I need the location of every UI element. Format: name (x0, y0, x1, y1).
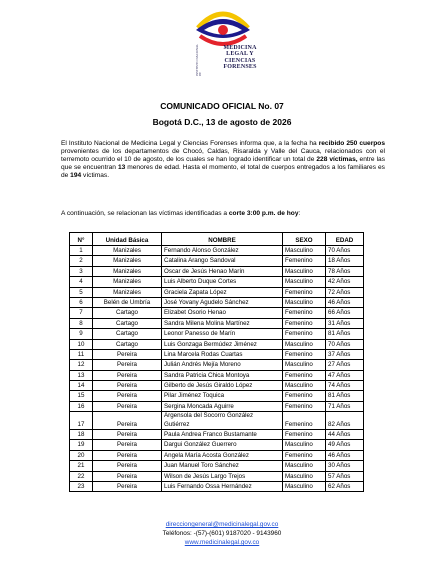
cell-name: Lina Marcela Rodas Cuartas (162, 349, 283, 359)
intro-bold-delivered: 194 (70, 172, 82, 180)
cell-unit: Cartago (93, 308, 162, 318)
table-row (70, 277, 364, 287)
cell-unit: Pereira (93, 440, 162, 450)
cell-name: José Yovany Agudelo Sánchez (162, 297, 283, 307)
cell-name: Angela María Acosta González (162, 450, 283, 460)
cell-sex: Masculino (283, 482, 326, 492)
cell-age: 49 Años (326, 440, 364, 450)
table-row (70, 471, 364, 481)
cell-age: 71 Años (326, 401, 364, 411)
intro-text-5: víctimas. (81, 172, 110, 180)
cell-age: 81 Años (326, 329, 364, 339)
intro-text-4: menores de edad. Hasta el momento, el total de cuerpos entregados a los familiares es de (61, 164, 385, 180)
cell-number: 2 (70, 256, 93, 266)
cell-name: Luis Fernando Ossa Hernández (162, 482, 283, 492)
table-row (70, 297, 364, 307)
table-row (70, 360, 364, 370)
cell-unit: Manizales (93, 266, 162, 276)
cell-age: 46 Años (326, 297, 364, 307)
cell-number: 11 (70, 349, 93, 359)
table-row (70, 391, 364, 401)
cell-number: 18 (70, 430, 93, 440)
cell-age: 37 Años (326, 349, 364, 359)
table-row (70, 308, 364, 318)
cell-name: Pilar Jiménez Toquica (162, 391, 283, 401)
list-intro-paragraph (61, 210, 391, 217)
cell-name: Graciela Zapata López (162, 287, 283, 297)
cell-number: 1 (70, 246, 93, 256)
cell-sex: Masculino (283, 360, 326, 370)
cell-name: Sergina Moncada Aguirre (162, 401, 283, 411)
table-row (70, 401, 364, 411)
cell-sex: Masculino (283, 277, 326, 287)
cell-age: 42 Años (326, 277, 364, 287)
logo-line-1: MEDICINA (223, 45, 257, 51)
cell-unit: Cartago (93, 318, 162, 328)
cell-sex: Masculino (283, 266, 326, 276)
cell-unit: Manizales (93, 256, 162, 266)
cell-unit: Manizales (93, 277, 162, 287)
cell-number: 13 (70, 370, 93, 380)
header-sex: SEXO (283, 233, 326, 246)
table-header-row (70, 233, 364, 246)
table-row (70, 318, 364, 328)
cell-number: 21 (70, 461, 93, 471)
cell-number: 23 (70, 482, 93, 492)
cell-age: 44 Años (326, 430, 364, 440)
cell-name: Gilberto de Jesús Giraldo López (162, 381, 283, 391)
table-row (70, 461, 364, 471)
table-row (70, 482, 364, 492)
intro-bold-received: recibido 250 cuerpos (318, 140, 385, 147)
cell-number: 12 (70, 360, 93, 370)
cell-unit: Cartago (93, 329, 162, 339)
cell-name: Sandra Patricia Chica Montoya (162, 370, 283, 380)
footer-email-link[interactable]: direcciongeneral@medicinalegal.gov.co (165, 521, 279, 528)
table-row (70, 370, 364, 380)
cell-name: Sandra Milena Molina Martínez (162, 318, 283, 328)
cell-name: Oscar de Jesús Henao Marín (162, 266, 283, 276)
cell-unit: Pereira (93, 370, 162, 380)
cell-unit: Pereira (93, 401, 162, 411)
cell-sex: Femenino (283, 370, 326, 380)
cell-number: 8 (70, 318, 93, 328)
cell-sex: Femenino (283, 329, 326, 339)
cell-age: 47 Años (326, 370, 364, 380)
table-row (70, 266, 364, 276)
cell-sex: Masculino (283, 297, 326, 307)
intro-text-2: provenientes de los departamentos de Chocó, Caldas, Risaralda y Valle del Cauca, relacionados con el terremoto ocurrido el 10 de agosto, de los cuales se han logrado identificar un total de (61, 148, 385, 164)
cell-sex: Femenino (283, 287, 326, 297)
cell-unit: Pereira (93, 349, 162, 359)
footer-website-link[interactable]: www.medicinalegal.gov.co (184, 539, 260, 546)
cell-sex: Masculino (283, 461, 326, 471)
header-name: NOMBRE (162, 233, 283, 246)
cell-sex: Femenino (283, 412, 326, 430)
cell-number: 7 (70, 308, 93, 318)
cell-age: 57 Años (326, 471, 364, 481)
cell-sex: Masculino (283, 440, 326, 450)
cell-sex: Masculino (283, 381, 326, 391)
cell-unit: Cartago (93, 339, 162, 349)
intro-paragraph (61, 140, 385, 180)
cell-name: Juan Manuel Toro Sánchez (162, 461, 283, 471)
table-row (70, 412, 364, 430)
cell-unit: Pereira (93, 430, 162, 440)
cell-sex: Femenino (283, 256, 326, 266)
cell-age: 70 Años (326, 339, 364, 349)
cell-unit: Pereira (93, 461, 162, 471)
cell-number: 15 (70, 391, 93, 401)
cell-unit: Pereira (93, 381, 162, 391)
intro-bold-minors: 13 (117, 164, 126, 172)
cell-number: 22 (70, 471, 93, 481)
table-row (70, 430, 364, 440)
cell-sex: Masculino (283, 339, 326, 349)
logo-line-4: FORENSES (223, 64, 257, 71)
cell-age: 31 Años (326, 318, 364, 328)
cell-age: 62 Años (326, 482, 364, 492)
cell-unit: Pereira (93, 471, 162, 481)
table-row (70, 450, 364, 460)
logo-wordmark (210, 45, 270, 71)
cell-unit: Pereira (93, 482, 162, 492)
cell-sex: Masculino (283, 471, 326, 481)
cell-unit: Pereira (93, 391, 162, 401)
cell-name: Paula Andrea Franco Bustamante (162, 430, 283, 440)
cell-unit: Pereira (93, 450, 162, 460)
cell-sex: Femenino (283, 318, 326, 328)
cell-name: Dargui González Guerrero (162, 440, 283, 450)
cell-name: Fernando Alonso González (162, 246, 283, 256)
cell-age: 72 Años (326, 287, 364, 297)
cell-age: 74 Años (326, 381, 364, 391)
cell-name: Argensola del Socorro González Gutiérrez (162, 412, 283, 430)
cell-name: Luis Gonzaga Bermúdez Jiménez (162, 339, 283, 349)
cell-unit: Manizales (93, 246, 162, 256)
intro-text-1: El Instituto Nacional de Medicina Legal y Ciencias Forenses informa que, a la fecha ha (61, 140, 319, 147)
cell-unit: Manizales (93, 287, 162, 297)
table-row (70, 246, 364, 256)
cell-sex: Femenino (283, 430, 326, 440)
list-intro-text-2: : (298, 210, 301, 217)
document-title: COMUNICADO OFICIAL No. 07 (160, 101, 284, 111)
cell-name: Catalina Arango Sandoval (162, 256, 283, 266)
cell-name: Wilson de Jesús Largo Trejos (162, 471, 283, 481)
logo-line-2: LEGAL Y (226, 51, 254, 58)
table-row (70, 256, 364, 266)
logo-side-text: INSTITUTO NACIONAL DE (195, 44, 202, 76)
cell-age: 78 Años (326, 266, 364, 276)
list-intro-bold-cutoff: corte 3:00 p.m. de hoy (228, 210, 299, 217)
cell-sex: Femenino (283, 450, 326, 460)
table-row (70, 440, 364, 450)
cell-age: 30 Años (326, 461, 364, 471)
cell-number: 20 (70, 450, 93, 460)
document-dateline: Bogotá D.C., 13 de agosto de 2026 (152, 117, 292, 127)
cell-name: Elizabet Osorio Henao (162, 308, 283, 318)
table-row (70, 329, 364, 339)
cell-sex: Masculino (283, 246, 326, 256)
logo-line-3: CIENCIAS (224, 57, 256, 64)
cell-sex: Femenino (283, 401, 326, 411)
cell-unit: Belén de Umbría (93, 297, 162, 307)
cell-age: 82 Años (326, 412, 364, 430)
cell-number: 9 (70, 329, 93, 339)
logo-pupil (218, 25, 228, 35)
cell-sex: Femenino (283, 391, 326, 401)
cell-age: 18 Años (326, 256, 364, 266)
cell-number: 10 (70, 339, 93, 349)
header-unit: Unidad Básica (93, 233, 162, 246)
table-row (70, 287, 364, 297)
victims-table-body (70, 246, 364, 492)
header-age: EDAD (326, 233, 364, 246)
table-row (70, 381, 364, 391)
cell-name: Julián Andrés Mejía Moreno (162, 360, 283, 370)
cell-number: 3 (70, 266, 93, 276)
cell-number: 16 (70, 401, 93, 411)
cell-name: Leonor Panesso de Marín (162, 329, 283, 339)
cell-number: 14 (70, 381, 93, 391)
victims-table (69, 232, 364, 492)
cell-sex: Femenino (283, 349, 326, 359)
cell-number: 17 (70, 412, 93, 430)
intro-bold-victims: 228 víctimas, (316, 156, 358, 164)
footer-phones: Teléfonos: -(57)-(601) 9187020 - 9143960 (162, 530, 282, 537)
cell-age: 81 Años (326, 391, 364, 401)
cell-name: Luis Alberto Duque Cortes (162, 277, 283, 287)
intro-text-3: entre las que se encuentran (61, 156, 386, 172)
cell-number: 6 (70, 297, 93, 307)
cell-sex: Femenino (283, 308, 326, 318)
table-row (70, 349, 364, 359)
list-intro-text-1: A continuación, se relacionan las víctimas identificadas a (61, 210, 229, 217)
cell-age: 70 Años (326, 246, 364, 256)
cell-number: 4 (70, 277, 93, 287)
cell-number: 19 (70, 440, 93, 450)
header-number: N° (70, 233, 93, 246)
cell-age: 46 Años (326, 450, 364, 460)
cell-age: 27 Años (326, 360, 364, 370)
table-row (70, 339, 364, 349)
cell-unit: Pereira (93, 360, 162, 370)
cell-age: 66 Años (326, 308, 364, 318)
cell-number: 5 (70, 287, 93, 297)
cell-unit: Pereira (93, 412, 162, 430)
